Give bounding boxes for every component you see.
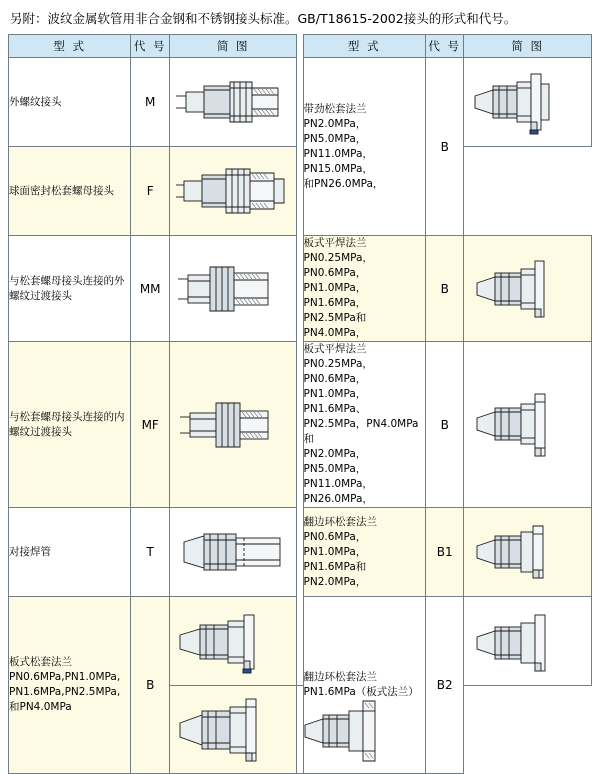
table-row [9, 58, 592, 147]
figure-lap-joint-flange-2b [297, 685, 303, 774]
cell-type: 翻边环松套法兰 PN0.6MPa，PN1.0MPa， PN1.6MPa和PN2.0MPa， [303, 508, 425, 597]
cell-code: B1 [425, 508, 463, 597]
cell-code: B [425, 58, 463, 236]
header-code-right: 代 号 [425, 35, 463, 58]
header-figure-left: 简 图 [169, 35, 297, 58]
header-code-left: 代 号 [131, 35, 169, 58]
cell-type: 对接焊管 [9, 508, 131, 597]
figure-male-transition-fitting [169, 236, 297, 342]
header-figure-right: 简 图 [464, 35, 592, 58]
header-type-left: 型 式 [9, 35, 131, 58]
cell-code: MM [131, 236, 169, 342]
table-header-row [9, 35, 592, 58]
cell-code: B [425, 342, 463, 508]
cell-type: 板式平焊法兰 PN0.25MPa，PN0.6MPa， PN1.0MPa，PN1.6MPa， PN2.5MPa和PN4.0MPa， [303, 236, 425, 342]
cell-type: 带劲松套法兰 PN2.0MPa，PN5.0MPa， PN11.0MPa，PN15.0MPa， 和PN26.0MPa， [303, 58, 425, 236]
cell-type: 外螺纹接头 [9, 58, 131, 147]
figure-ribbed-loose-flange [464, 58, 592, 147]
figure-plate-loose-flange-a [169, 597, 297, 686]
cell-code: T [131, 508, 169, 597]
cell-type: 球面密封松套螺母接头 [9, 147, 131, 236]
cell-code: B [425, 236, 463, 342]
fitting-types-table [8, 34, 592, 774]
figure-butt-weld-pipe [169, 508, 297, 597]
figure-plate-flat-weld-flange-1 [464, 236, 592, 342]
cell-type: 翻边环松套法兰 PN1.6MPa（板式法兰） [303, 597, 425, 774]
cell-code: MF [131, 342, 169, 508]
figure-female-transition-fitting [169, 342, 297, 508]
figure-male-thread-fitting [169, 58, 297, 147]
figure-plate-loose-flange-b [169, 685, 297, 774]
figure-spherical-seal-union-nut [169, 147, 297, 236]
cell-code: B [131, 597, 169, 774]
cell-code: F [131, 147, 169, 236]
figure-lap-joint-flange-2a [464, 597, 592, 686]
header-type-right: 型 式 [303, 35, 425, 58]
cell-type: 板式平焊法兰 PN0.25MPa，PN0.6MPa， PN1.0MPa，PN1.6MPa、 PN2.5MPa，PN4.0MPa和 PN2.0MPa，PN5.0MPa， PN11.0MPa，PN26.0MPa， [303, 342, 425, 508]
cell-type: 与松套螺母接头连接的外螺纹过渡接头 [9, 236, 131, 342]
page-title: 另附：波纹金属软管用非合金钢和不锈钢接头标准。GB/T18615-2002接头的形式和代号。 [10, 11, 517, 26]
figure-lap-joint-flange-1 [464, 508, 592, 597]
cell-type: 与松套螺母接头连接的内螺纹过渡接头 [9, 342, 131, 508]
cell-code: B2 [425, 597, 463, 774]
cell-code: M [131, 58, 169, 147]
figure-plate-flat-weld-flange-2 [464, 342, 592, 508]
cell-type: 板式松套法兰 PN0.6MPa,PN1.0MPa, PN1.6MPa,PN2.5MPa, 和PN4.0MPa [9, 597, 131, 774]
